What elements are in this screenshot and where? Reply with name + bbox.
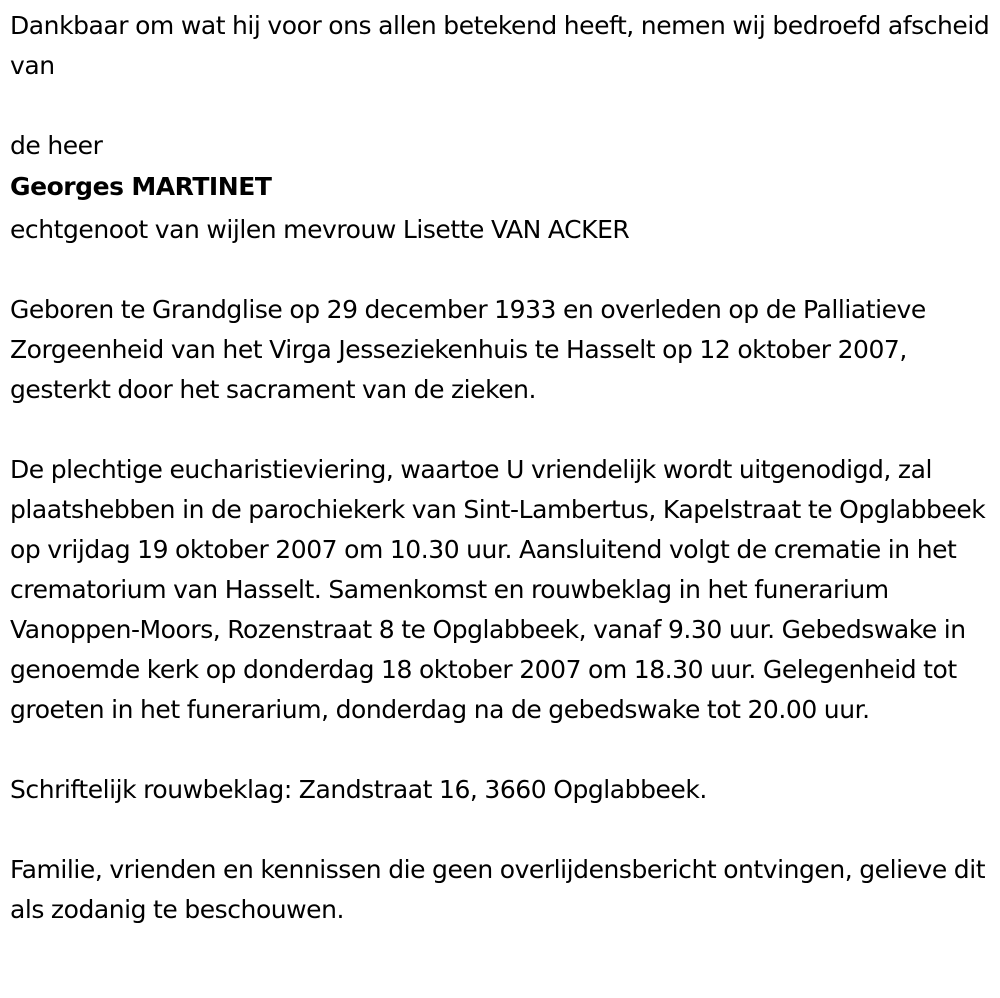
closing-paragraph: Familie, vrienden en kennissen die geen overlijdensbericht ontvingen, gelieve dit als zodanig te beschouwen. [10,855,986,924]
spacer [10,250,995,290]
spacer [10,86,995,126]
spacer [10,810,995,850]
ceremony-paragraph: De plechtige eucharistieviering, waartoe U vriendelijk wordt uitgenodigd, zal plaatshebben in de parochiekerk van Sint-Lambertus, Kapelstraat te Opglabbeek op vrijdag 19 oktober 2007 om 10.30 uur. Aansluitend volgt de crematie in het crematorium van Hasselt. Samenkomst en rouwbeklag in het funerarium Vanoppen-Moors, Rozenstraat 8 te Opglabbeek, vanaf 9.30 uur. Gebedswake in genoemde kerk op donderdag 18 oktober 2007 om 18.30 uur. Gelegenheid tot groeten in het funerarium, donderdag na de gebedswake tot 20.00 uur. [10,455,986,724]
obituary-notice [10,6,995,930]
spacer [10,730,995,770]
deceased-name: Georges MARTINET [10,172,272,201]
intro-paragraph: Dankbaar om wat hij voor ons allen betekend heeft, nemen wij bedroefd afscheid van [10,11,990,80]
spouse-line: echtgenoot van wijlen mevrouw Lisette VAN ACKER [10,215,630,244]
condolence-address: Schriftelijk rouwbeklag: Zandstraat 16, 3660 Opglabbeek. [10,775,707,804]
birth-death-paragraph: Geboren te Grandglise op 29 december 1933 en overleden op de Palliatieve Zorgeenheid van het Virga Jesseziekenhuis te Hasselt op 12 oktober 2007, gesterkt door het sacrament van de zieken. [10,295,926,404]
title-prefix: de heer [10,131,103,160]
spacer [10,410,995,450]
